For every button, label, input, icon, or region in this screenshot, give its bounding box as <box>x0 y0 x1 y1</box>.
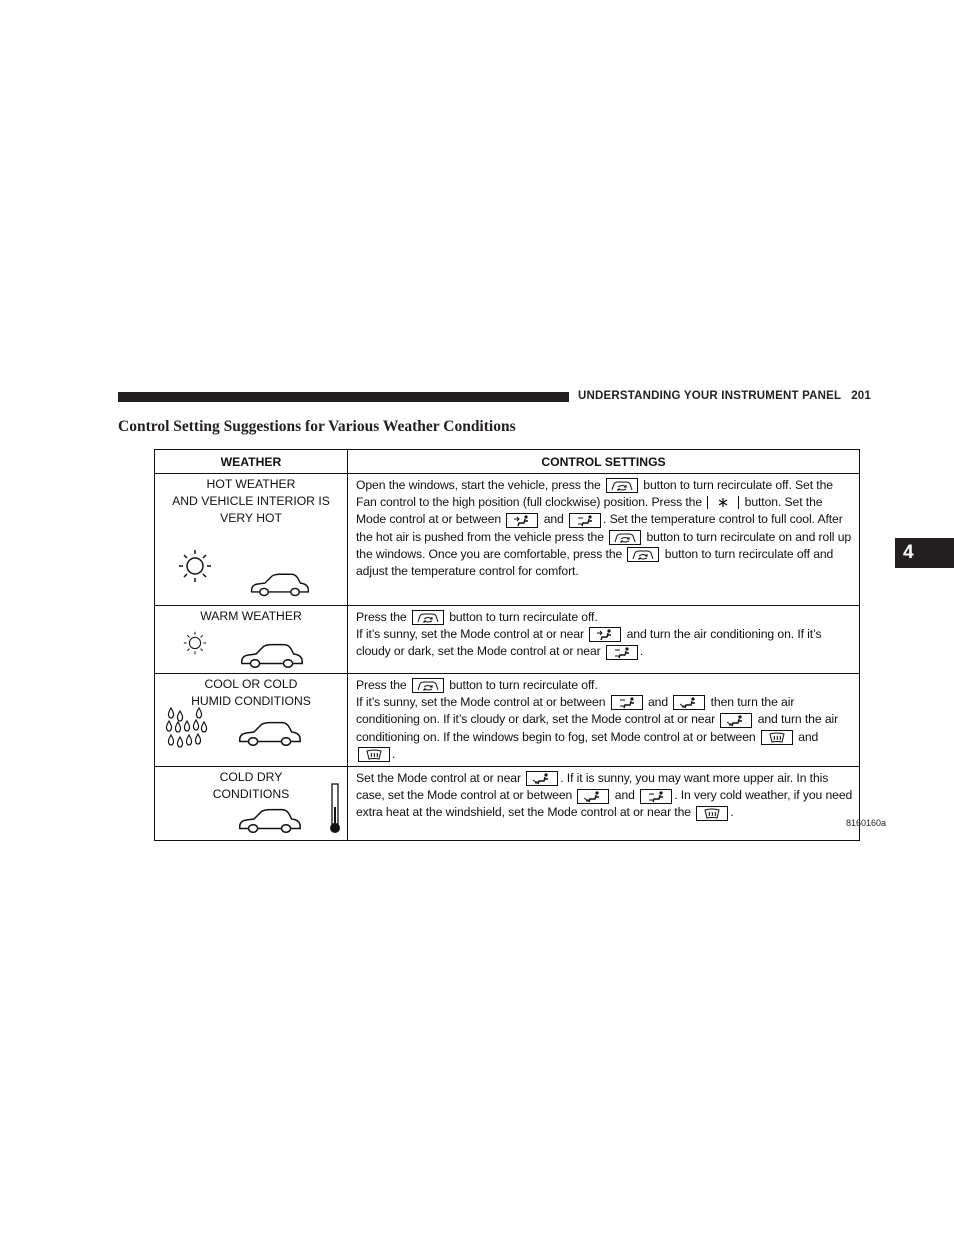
recirculate-icon <box>412 678 444 693</box>
table-header-row <box>155 450 860 474</box>
settings-text: button to turn recirculate off. <box>449 610 598 624</box>
settings-text: and turn the air conditioning on. If it’s cloudy or dark, set the Mode control at or near <box>356 627 822 659</box>
header-weather: WEATHER <box>155 450 348 474</box>
mix-mode-icon <box>640 789 672 804</box>
weather-label-cool-humid <box>155 674 347 710</box>
recirculate-icon <box>609 530 641 545</box>
figure-code: 8160160a <box>846 818 887 828</box>
car-icon <box>249 570 311 598</box>
settings-text: . <box>392 746 396 761</box>
car-icon <box>237 805 303 835</box>
weather-line: AND VEHICLE INTERIOR IS <box>172 494 330 508</box>
defrost-mode-icon <box>696 806 728 821</box>
sun-icon <box>179 629 211 657</box>
header-rule <box>118 392 569 402</box>
section-title: Control Setting Suggestions for Various Weather Conditions <box>118 418 516 435</box>
recirculate-icon <box>412 610 444 625</box>
weather-line: WARM WEATHER <box>200 609 302 623</box>
table-row-cold-dry <box>155 767 860 841</box>
recirculate-icon <box>627 547 659 562</box>
settings-cell-cool-humid <box>348 674 860 767</box>
defrost-mode-icon <box>358 747 390 762</box>
settings-cell-cold-dry <box>348 767 860 841</box>
panel-mode-icon <box>506 513 538 528</box>
settings-text: If it’s sunny, set the Mode control at or near <box>356 627 584 642</box>
settings-text: Press the <box>356 678 407 692</box>
settings-text: button to turn recirculate on and roll up the windows. Once you are comfortable, press the <box>356 529 852 561</box>
weather-line: VERY HOT <box>220 511 282 525</box>
floor-mode-icon <box>577 789 609 804</box>
weather-label-hot <box>155 474 347 527</box>
settings-text: and <box>614 788 635 803</box>
raindrops-icon <box>165 707 209 749</box>
header-section: UNDERSTANDING YOUR INSTRUMENT PANEL <box>578 390 842 402</box>
settings-text: then turn the air conditioning on. If it’s cloudy or dark, set the Mode control at or near <box>356 695 795 727</box>
running-header <box>578 390 871 402</box>
mix-mode-icon <box>761 730 793 745</box>
settings-text: button. Set the Mode control at or between <box>356 495 823 527</box>
weather-label-warm <box>155 606 347 625</box>
settings-text: and <box>543 512 564 527</box>
weather-line: HOT WEATHER <box>206 477 296 491</box>
car-icon <box>237 718 303 748</box>
table-row-cool-humid <box>155 674 860 767</box>
settings-text: . In very cold weather, if you need extra heat at the windshield, set the Mode control at or near the <box>356 788 853 820</box>
settings-text: and <box>798 729 819 744</box>
settings-text: Open the windows, start the vehicle, press the <box>356 478 601 492</box>
car-icon <box>239 640 305 670</box>
weather-cell-hot <box>155 474 348 606</box>
settings-text: If it’s sunny, set the Mode control at or between <box>356 695 606 710</box>
bilevel-mode-icon <box>606 645 638 660</box>
settings-text: . If it is sunny, you may want more upper air. In this case, set the Mode control at or between <box>356 771 829 803</box>
weather-cell-warm <box>155 606 348 674</box>
chapter-tab[interactable]: 4 <box>895 538 954 568</box>
table-row-hot <box>155 474 860 606</box>
panel-mode-icon <box>589 627 621 642</box>
ac-snowflake-icon <box>707 496 739 509</box>
recirculate-icon <box>606 478 638 493</box>
settings-text: button to turn recirculate off. Set the Fan control to the high position (full clockwise) position. Press the <box>356 478 833 510</box>
weather-line: COOL OR COLD <box>204 677 298 691</box>
table-row-warm <box>155 606 860 674</box>
settings-cell-warm <box>348 606 860 674</box>
weather-line: HUMID CONDITIONS <box>191 694 311 708</box>
settings-text: . Set the temperature control to full cool. After the hot air is pushed from the vehicle press the <box>356 512 843 544</box>
settings-text: . <box>730 805 734 820</box>
weather-cell-cool-humid <box>155 674 348 767</box>
thermometer-icon <box>328 783 342 835</box>
settings-text: button to turn recirculate off. <box>449 678 598 692</box>
settings-text: and <box>647 695 669 710</box>
bilevel-mode-icon <box>611 695 643 710</box>
settings-cell-hot <box>348 474 860 606</box>
page-number: 201 <box>851 390 871 402</box>
settings-text: . <box>639 644 644 659</box>
weather-line: CONDITIONS <box>212 787 290 802</box>
floor-mode-icon <box>526 771 558 786</box>
settings-text: and turn the air conditioning on. If the windows begin to fog, set Mode control at or between <box>356 712 839 744</box>
weather-line: COLD DRY <box>219 770 283 785</box>
sun-icon <box>173 546 217 586</box>
bilevel-mode-icon <box>569 513 601 528</box>
header-control-settings: CONTROL SETTINGS <box>348 450 860 474</box>
weather-label-cold-dry <box>155 767 347 803</box>
floor-mode-icon <box>673 695 705 710</box>
settings-text: Press the <box>356 610 407 624</box>
weather-cell-cold-dry <box>155 767 348 841</box>
weather-control-table <box>154 449 860 841</box>
settings-text: button to turn recirculate off and adjust the temperature control for comfort. <box>356 546 834 579</box>
settings-text: Set the Mode control at or near <box>356 771 521 786</box>
floor-mode-icon <box>720 713 752 728</box>
